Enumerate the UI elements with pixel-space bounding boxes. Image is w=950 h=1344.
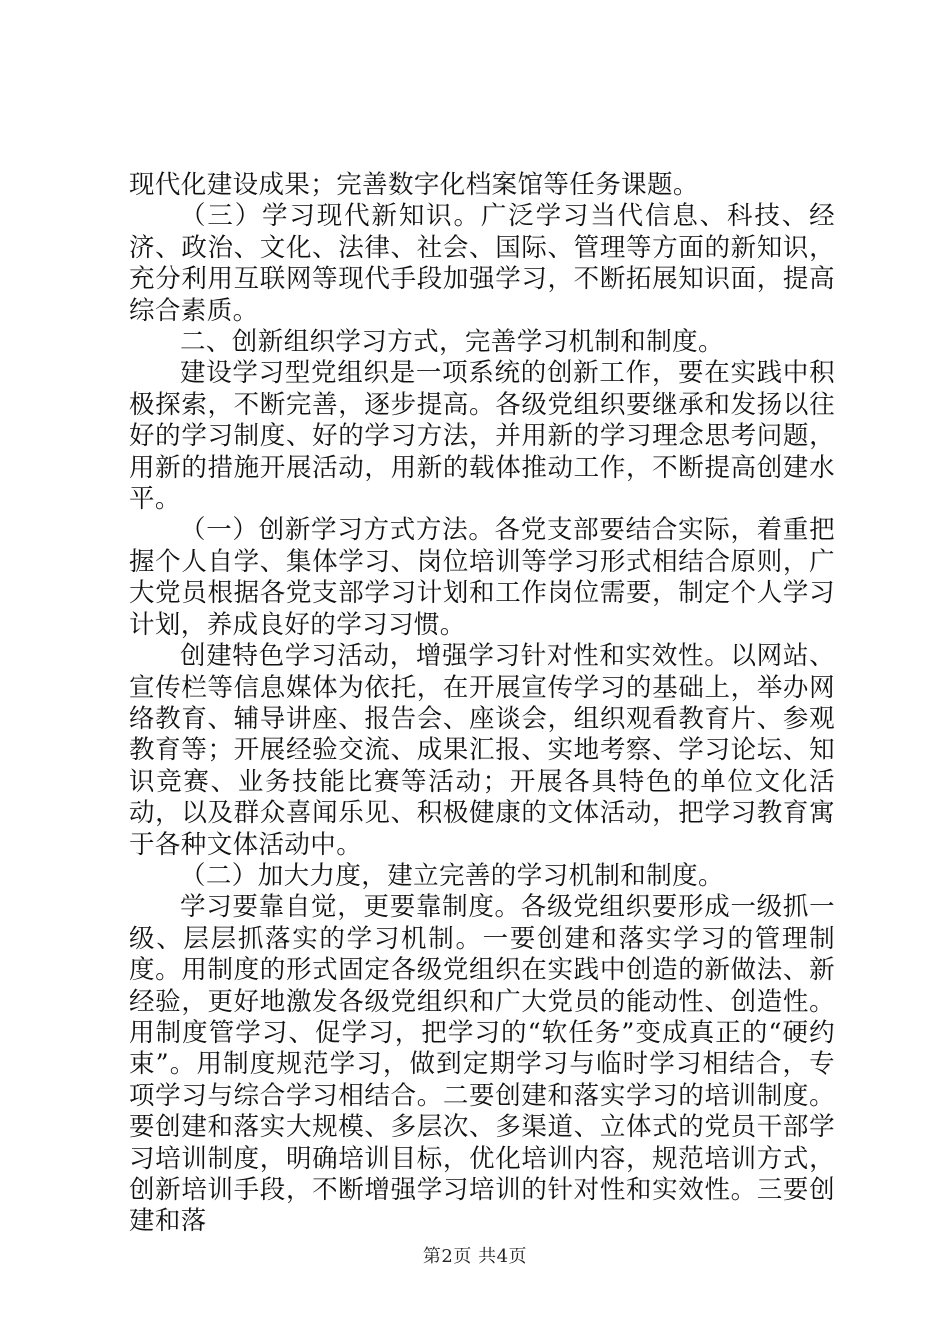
paragraph-6: 创建特色学习活动，增强学习针对性和实效性。以网站、宣传栏等信息媒体为依托，在开展宣传学习的基础上，举办网络教育、辅导讲座、报告会、座谈会，组织观看教育片、参观教育等；开展经验交流、成果汇报、实地考察、学习论坛、知识竞赛、业务技能比赛等活动；开展各具特色的单位文化活动，以及群众喜闻乐见、积极健康的文体活动，把学习教育寓于各种文体活动中。 (129, 641, 835, 860)
paragraph-8: 学习要靠自觉，更要靠制度。各级党组织要形成一级抓一级、层层抓落实的学习机制。一要创建和落实学习的管理制度。用制度的形式固定各级党组织在实践中创造的新做法、新经验，更好地激发各级党组织和广大党员的能动性、创造性。用制度管学习、促学习，把学习的“软任务”变成真正的“硬约束”。用制度规范学习，做到定期学习与临时学习相结合，专项学习与综合学习相结合。二要创建和落实学习的培训制度。要创建和落实大规模、多层次、多渠道、立体式的党员干部学习培训制度，明确培训目标，优化培训内容，规范培训方式，创新培训手段，不断增强学习培训的针对性和实效性。三要创建和落 (129, 892, 835, 1237)
paragraph-2: （三）学习现代新知识。广泛学习当代信息、科技、经济、政治、文化、法律、社会、国际、管理等方面的新知识，充分利用互联网等现代手段加强学习，不断拓展知识面，提高综合素质。 (129, 201, 835, 326)
paragraph-3: 二、创新组织学习方式，完善学习机制和制度。 (180, 327, 724, 358)
document-body (129, 170, 835, 1238)
paragraph-7: （二）加大力度，建立完善的学习机制和制度。 (180, 860, 724, 891)
page-number-footer: 第2页 共4页 (422, 1246, 528, 1267)
paragraph-5: （一）创新学习方式方法。各党支部要结合实际，着重把握个人自学、集体学习、岗位培训等学习形式相结合原则，广大党员根据各党支部学习计划和工作岗位需要，制定个人学习计划，养成良好的学习习惯。 (129, 515, 835, 640)
paragraph-1: 现代化建设成果；完善数字化档案馆等任务课题。 (129, 170, 699, 200)
paragraph-4: 建设学习型党组织是一项系统的创新工作，要在实践中积极探索，不断完善，逐步提高。各级党组织要继承和发扬以往好的学习制度、好的学习方法，并用新的学习理念思考问题，用新的措施开展活动，用新的载体推动工作，不断提高创建水平。 (129, 358, 835, 515)
